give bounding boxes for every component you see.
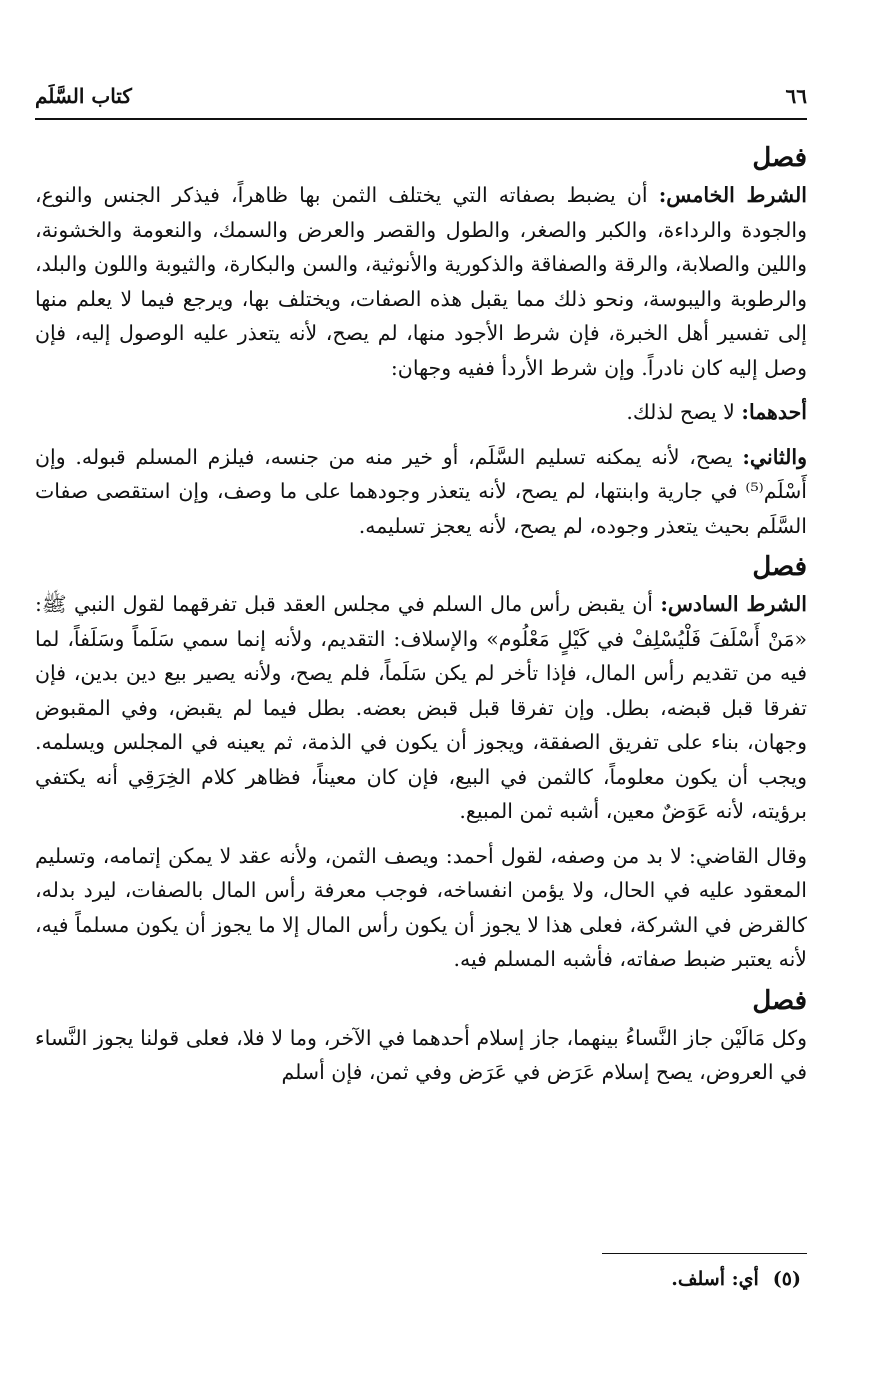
paragraph-first-view xyxy=(35,395,807,430)
paragraph-text: أن يضبط بصفاته التي يختلف الثمن بها ظاهراً، فيذكر الجنس والنوع، والجودة والرداءة، والكبر والصغر، والطول والقصر والعرض والسمك، والنعومة والخشونة، واللين والصلابة، والرقة والصفاقة والذكورية والأنوثية، والسن والبكارة، والثيوبة واللون والبلد، والرطوبة واليبوسة، ونحو ذلك مما يقبل هذه الصفات، ويختلف بها، ويرجع فيما لا يعلم منها إلى تفسير أهل الخبرة، فإن شرط الأجود منها، لم يصح، لأنه يتعذر عليه الوصول إليه، فإن وصل إليه كان نادراً. وإن شرط الأردأ ففيه وجهان: xyxy=(35,183,807,380)
paragraph-fifth-condition xyxy=(35,178,807,385)
paragraph-text: يصح، لأنه يمكنه تسليم السَّلَم، أو خير منه من جنسه، فيلزم المسلم قبوله. وإن أَسْلَم⁽⁵⁾ في جارية وابنتها، لم يصح، لأنه يتعذر وجودهما على ما وصف، وإن استقصى صفات السَّلَم بحيث يتعذر وجوده، لم يصح، لأنه يعجز تسليمه. xyxy=(35,444,807,538)
page-number: ٦٦ xyxy=(785,84,807,108)
section-heading: فصل xyxy=(752,552,807,582)
footnote xyxy=(671,1268,801,1290)
running-title: كتاب السَّلَم xyxy=(35,84,132,108)
paragraph-lead: الشرط السادس: xyxy=(660,592,807,616)
paragraph-second-view xyxy=(35,440,807,544)
paragraph-qadi-opinion: وقال القاضي: لا بد من وصفه، لقول أحمد: ويصف الثمن، ولأنه عقد لا يمكن إتمامه، وتسليم المعقود عليه في الحال، ولا يؤمن انفساخه، فوجب معرفة رأس المال بالصفات، ليرد بدله، كالقرض في الشركة، فعلى هذا لا يجوز أن يكون رأس المال إلا ما يجوز أن يكون مسلماً فيه، لأنه يعتبر ضبط صفاته، فأشبه المسلم فيه. xyxy=(35,843,807,971)
page-body xyxy=(35,138,807,1100)
paragraph-lead: والثاني: xyxy=(742,444,807,469)
footnote-text: أي: أسلف. xyxy=(671,1268,759,1290)
footnote-number: (٥) xyxy=(772,1268,801,1290)
section-heading: فصل xyxy=(752,985,807,1016)
paragraph-exchange-rule: وكل مَالَيْن جاز النَّساءُ بينهما، جاز إسلام أحدهما في الآخر، وما لا فلا، فعلى قولنا يجوز النَّساء في العروض، يصح إسلام عَرَض في عَرَض وفي ثمن، فإن أسلم xyxy=(35,1025,807,1084)
footnote-divider xyxy=(602,1253,807,1254)
paragraph-lead: الشرط الخامس: xyxy=(658,183,807,207)
section-heading: فصل xyxy=(752,143,807,173)
paragraph-text: لا يصح لذلك. xyxy=(626,400,742,424)
paragraph-lead: أحدهما: xyxy=(741,400,807,424)
page-header xyxy=(35,78,807,120)
paragraph-text: أن يقبض رأس مال السلم في مجلس العقد قبل تفرقهما لقول النبي ﷺ: «مَنْ أَسْلَفَ فَلْيُسْلِفْ في كَيْلٍ مَعْلُوم» والإسلاف: التقديم، ولأنه إنما سمي سَلَماً وسَلَفاً، لما فيه من تقديم رأس المال، فإذا تأخر لم يكن سَلَماً، فلم يصح، ولأنه يصير بيع دين بدين، فإن تفرقا قبل قبضه، بطل. وإن تفرقا قبل قبض بعضه. بطل فيما لم يقبض، وفي المقبوض وجهان، بناء على تفريق الصفقة، ويجوز أن يكون في الذمة، ثم يعينه في المجلس ويسلمه. ويجب أن يكون معلوماً، كالثمن في البيع، فإن كان معيناً، فظاهر كلام الخِرَقِي أنه يكتفي برؤيته، لأنه عَوَضٌ معين، أشبه ثمن المبيع. xyxy=(35,592,807,823)
paragraph-sixth-condition xyxy=(35,587,807,829)
